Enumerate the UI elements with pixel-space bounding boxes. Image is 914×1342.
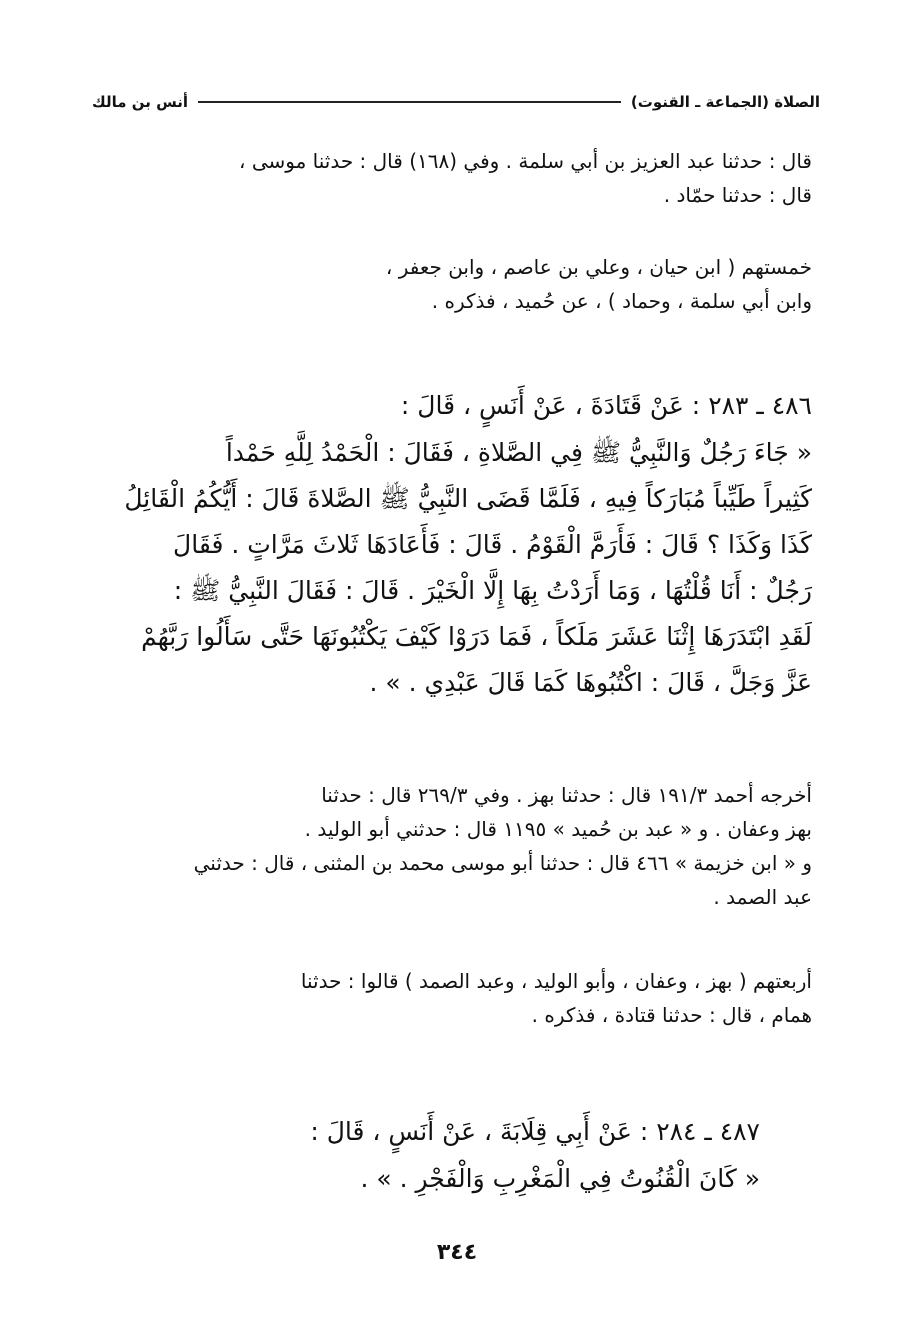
- hadith-text-line: « جَاءَ رَجُلٌ وَالنَّبِيُّ ﷺ فِي الصَّلاةِ ، فَقَالَ : الْحَمْدُ لِلَّهِ حَمْداً: [225, 438, 812, 467]
- hadith-text-line: كَثِيراً طَيِّباً مُبَارَكاً فِيهِ ، فَلَمَّا قَضَى النَّبِيُّ ﷺ الصَّلاةَ قَالَ : أَيُّكُمُ الْقَائِلُ: [124, 484, 812, 513]
- hadith-text-line: لَقَدِ ابْتَدَرَهَا إِثْنَا عَشَرَ مَلَكاً ، فَمَا دَرَوْا كَيْفَ يَكْتُبُونَهَا حَتَّى سَأَلُوا رَبَّهُمْ: [141, 622, 812, 651]
- hadith-number-line: ٤٨٧ ـ ٢٨٤ : عَنْ أَبِي قِلَابَةَ ، عَنْ أَنَسٍ ، قَالَ :: [310, 1117, 760, 1146]
- text-line: خمستهم ( ابن حيان ، وعلي بن عاصم ، وابن جعفر ،: [385, 255, 812, 279]
- text-line: قال : حدثنا عبد العزيز بن أبي سلمة . وفي (١٦٨) قال : حدثنا موسى ،: [239, 149, 812, 173]
- hadith-text-line: عَزَّ وَجَلَّ ، قَالَ : اكْتُبُوهَا كَمَا قَالَ عَبْدِي . » .: [369, 668, 812, 697]
- hadith-number-line: ٤٨٦ ـ ٢٨٣ : عَنْ قَتَادَةَ ، عَنْ أَنَسٍ ، قَالَ :: [400, 391, 812, 420]
- summary-paragraph-2: [100, 964, 812, 1032]
- text-line: أربعتهم ( بهز ، وعفان ، وأبو الوليد ، وعبد الصمد ) قالوا : حدثنا: [300, 969, 812, 993]
- hadith-486: [100, 382, 812, 706]
- text-line: عبد الصمد .: [713, 885, 812, 909]
- header-chapter-title: الصلاة (الجماعة ـ القنوت): [630, 93, 820, 111]
- header-rule: [198, 101, 621, 103]
- text-line: همام ، قال : حدثنا قتادة ، فذكره .: [531, 1003, 812, 1027]
- running-header: [92, 88, 820, 116]
- header-narrator-title: أنس بن مالك: [92, 93, 189, 111]
- text-line: وابن أبي سلمة ، وحماد ) ، عن حُميد ، فذكره .: [431, 289, 812, 313]
- sources-paragraph-1: [100, 144, 812, 212]
- summary-paragraph-1: [100, 250, 812, 318]
- sources-paragraph-2: [100, 778, 812, 914]
- page-number: ٣٤٤: [436, 1240, 478, 1265]
- hadith-text-line: رَجُلٌ : أَنَا قُلْتُهَا ، وَمَا أَرَدْتُ بِهَا إِلَّا الْخَيْرَ . قَالَ : فَقَالَ النَّبِيُّ ﷺ :: [173, 576, 812, 605]
- text-line: و « ابن خزيمة » ٤٦٦ قال : حدثنا أبو موسى محمد بن المثنى ، قال : حدثني: [193, 851, 812, 875]
- hadith-text-line: كَذَا وَكَذَا ؟ قَالَ : فَأَرَمَّ الْقَوْمُ . قَالَ : فَأَعَادَهَا ثَلاثَ مَرَّاتٍ . فَقَالَ: [173, 530, 812, 559]
- text-line: قال : حدثنا حمّاد .: [663, 183, 812, 207]
- hadith-487: [240, 1108, 760, 1202]
- hadith-text-line: « كَانَ الْقُنُوتُ فِي الْمَغْرِبِ وَالْفَجْرِ . » .: [360, 1164, 760, 1193]
- text-line: أخرجه أحمد ١٩١/٣ قال : حدثنا بهز . وفي ٢٦٩/٣ قال : حدثنا: [321, 783, 812, 807]
- text-line: بهز وعفان . و « عبد بن حُميد » ١١٩٥ قال : حدثني أبو الوليد .: [304, 817, 812, 841]
